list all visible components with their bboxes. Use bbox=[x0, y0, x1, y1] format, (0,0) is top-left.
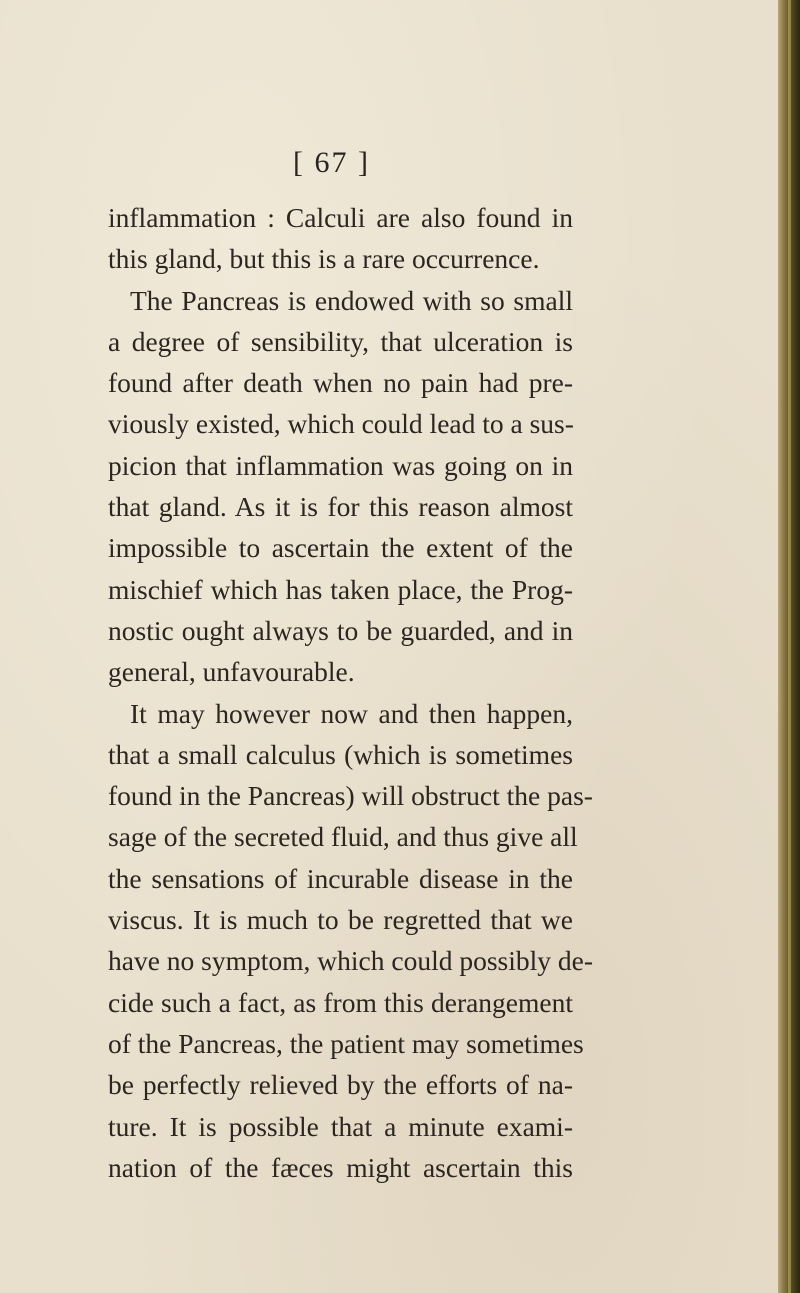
text-line: this gland, but this is a rare occurrence. bbox=[108, 243, 540, 275]
body-text bbox=[108, 197, 594, 1188]
page-number: [ 67 ] bbox=[293, 146, 370, 179]
text-line: that a small calculus (which is sometimes bbox=[108, 738, 573, 770]
text-line: ture. It is possible that a minute exami- bbox=[108, 1110, 573, 1142]
text-line: be perfectly relieved by the efforts of na- bbox=[108, 1069, 573, 1101]
text-line: cide such a fact, as from this derangement bbox=[108, 986, 573, 1018]
text-line: mischief which has taken place, the Prog- bbox=[108, 573, 573, 605]
text-line: inflammation : Calculi are also found in bbox=[108, 202, 573, 233]
text-line: nostic ought always to be guarded, and in bbox=[108, 614, 573, 646]
text-line: sage of the secreted fluid, and thus give all bbox=[108, 821, 578, 853]
text-line: The Pancreas is endowed with so small bbox=[130, 284, 573, 316]
text-line: that gland. As it is for this reason almost bbox=[108, 491, 573, 523]
text-line: impossible to ascertain the extent of the bbox=[108, 532, 573, 564]
text-line: viously existed, which could lead to a sus- bbox=[108, 408, 574, 440]
text-line: viscus. It is much to be regretted that we bbox=[108, 904, 573, 936]
text-line: the sensations of incurable disease in the bbox=[108, 862, 573, 894]
text-line: found after death when no pain had pre- bbox=[108, 367, 573, 399]
binding-highlight bbox=[788, 0, 791, 1293]
text-line: nation of the fæces might ascertain this bbox=[108, 1151, 573, 1183]
text-line: of the Pancreas, the patient may sometimes bbox=[108, 1027, 584, 1059]
text-line: It may however now and then happen, bbox=[130, 697, 573, 729]
text-line: a degree of sensibility, that ulceration is bbox=[108, 325, 573, 357]
text-line: general, unfavourable. bbox=[108, 656, 355, 688]
text-line: have no symptom, which could possibly de- bbox=[108, 945, 594, 977]
text-line: found in the Pancreas) will obstruct the pas- bbox=[108, 780, 593, 812]
text-line: picion that inflammation was going on in bbox=[108, 449, 573, 481]
